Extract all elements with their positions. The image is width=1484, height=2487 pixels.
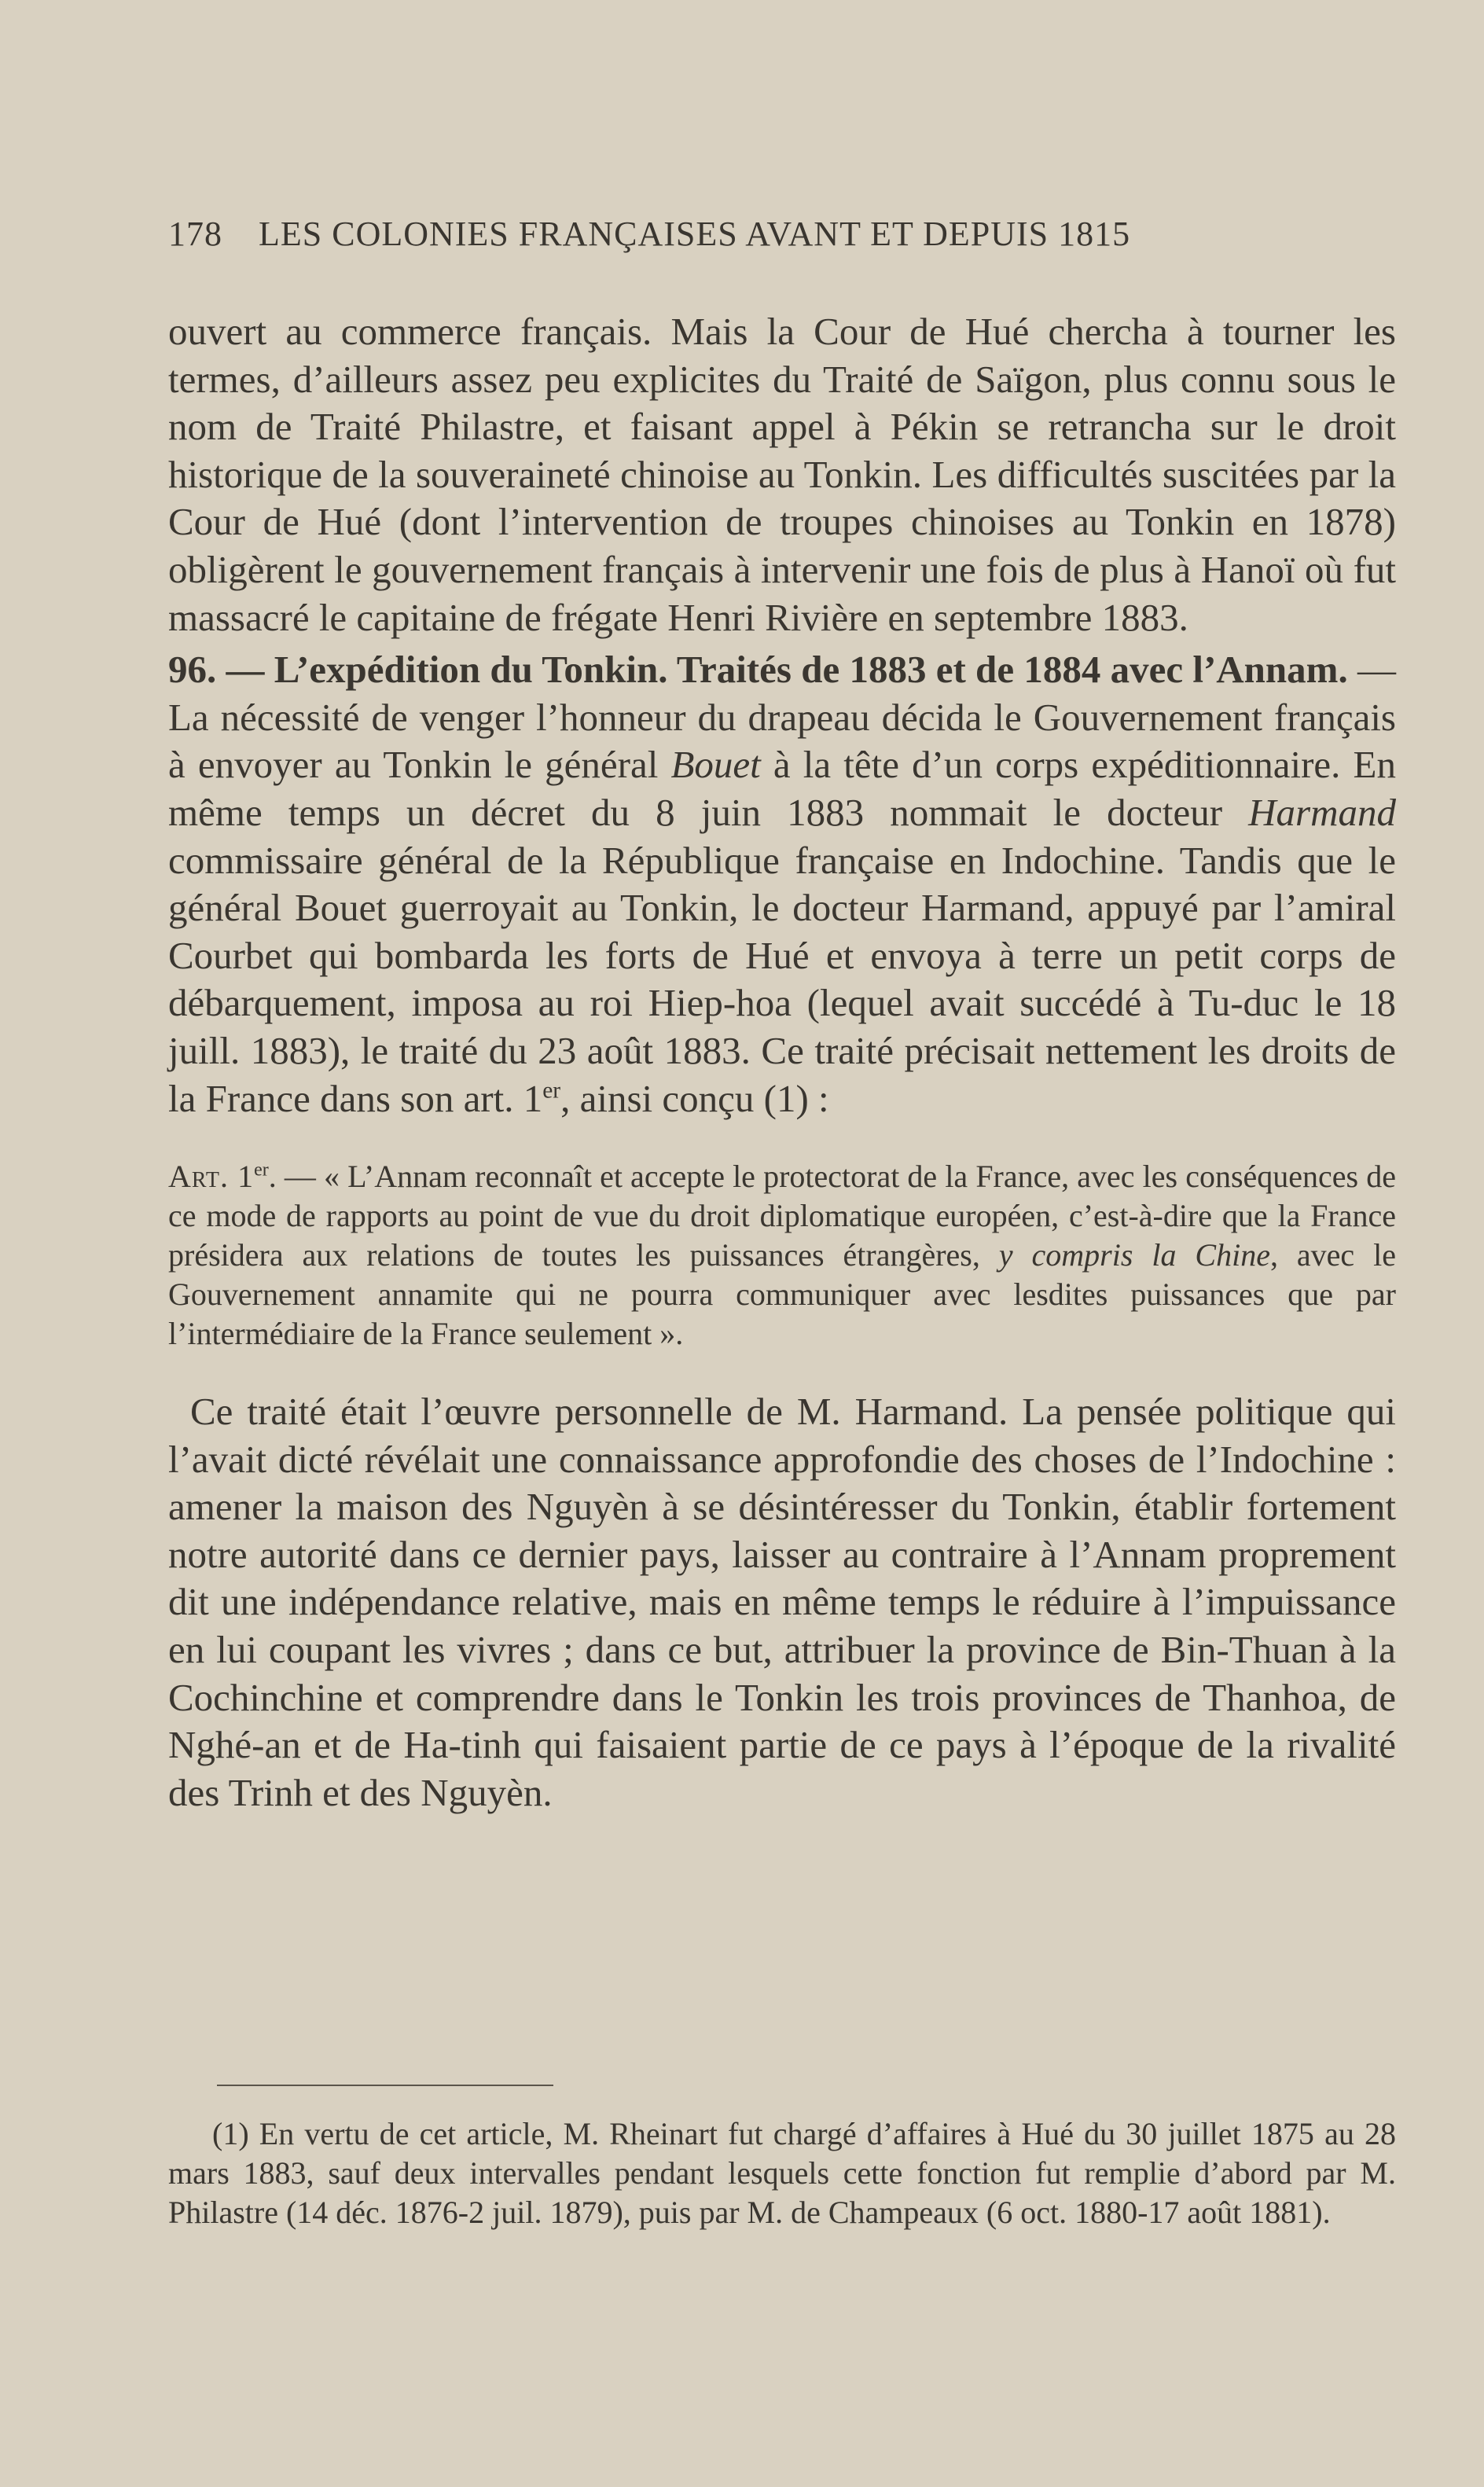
quote-emphasis: y compris la Chine [998, 1237, 1270, 1273]
footnote-rule [217, 2085, 553, 2086]
page-number: 178 [168, 215, 222, 253]
superscript-er: er [542, 1078, 561, 1104]
section-heading: 96. — L’expédition du Tonkin. Traités de 1883 et de 1884 avec l’Annam. [168, 648, 1348, 692]
paragraph-2-text-c: commissaire général de la République française en Indochine. Tandis que le général Bouet guerroyait au Tonkin, le docteur Harmand, appuyé par l’amiral Courbet qui bombarda les forts de Hué et envoya à terre un petit corps de débarquement, imposa au roi Hiep-hoa (lequel avait succédé à Tu-duc le 18 juill. 1883), le traité du 23 août 1883. Ce traité précisait nettement les droits de la France dans son art. 1 [168, 838, 1396, 1120]
paragraph-section-96 [168, 646, 1396, 1122]
treaty-quote [168, 1157, 1396, 1354]
quote-text-b: , avec le Gouvernement annamite qui ne pourra communiquer avec lesdites puissances que par l’intermédiaire de la France seulement ». [168, 1237, 1396, 1352]
footnote-text: (1) En vertu de cet article, M. Rheinart fut chargé d’affaires à Hué du 30 juillet 1875 au 28 mars 1883, sauf deux intervalles pendant lesquels cette fonction fut remplie d’abord par M. Philastre (14 déc. 1876-2 juil. 1879), puis par M. de Champeaux (6 oct. 1880-17 août 1881). [168, 2116, 1396, 2230]
running-title: LES COLONIES FRANÇAISES AVANT ET DEPUIS 1815 [259, 215, 1131, 253]
quote-article-label: Art. 1 [168, 1159, 255, 1195]
footnote [168, 2114, 1396, 2232]
paragraph-3: Ce traité était l’œuvre personnelle de M. Harmand. La pensée politique qui l’avait dicté révélait une connaissance approfondie des choses de l’Indochine : amener la maison des Nguyèn à se désintéresser du Tonkin, établir fortement notre autorité dans ce dernier pays, laisser au contraire à l’Annam proprement dit une indépendance relative, mais en même temps le réduire à l’impuissance en lui coupant les vivres ; dans ce but, attribuer la province de Bin-Thuan à la Cochinchine et comprendre dans le Tonkin les trois provinces de Thanhoa, de Nghé-an et de Ha-tinh qui faisaient partie de ce pays à l’époque de la rivalité des Trinh et des Nguyèn. [168, 1390, 1396, 1814]
paragraph-2-text-d: , ainsi conçu (1) : [560, 1076, 829, 1120]
paragraph-2-text-b: à la tête d’un corps expéditionnaire. En même temps un décret du 8 juin 1883 nommait le docteur [168, 743, 1396, 834]
quote-text-a: . — « L’Annam reconnaît et accepte le protectorat de la France, avec les conséquences de ce mode de rapports au point de vue du droit diplomatique européen, c’est-à-dire que la France présidera aux relations de toutes les puissances étrangères, [168, 1159, 1397, 1273]
running-header [168, 214, 1347, 254]
paragraph-1: ouvert au commerce français. Mais la Cour de Hué chercha à tourner les termes, d’ailleurs assez peu explicites du Traité de Saïgon, plus connu sous le nom de Traité Philastre, et faisant appel à Pékin se retrancha sur le droit historique de la souveraineté chinoise au Tonkin. Les difficultés suscitées par la Cour de Hué (dont l’intervention de troupes chinoises au Tonkin en 1878) obligèrent le gouvernement français à intervenir une fois de plus à Hanoï où fut massacré le capitaine de frégate Henri Rivière en septembre 1883. [168, 310, 1396, 639]
main-text [168, 308, 1396, 1817]
quote-superscript-er: er [254, 1159, 269, 1181]
emphasis-harmand: Harmand [1248, 790, 1396, 834]
emphasis-bouet: Bouet [670, 743, 761, 787]
paragraph-2-text-a: — La nécessité de venger l’honneur du drapeau décida le Gouvernement français à envoyer au Tonkin le général [168, 648, 1397, 787]
